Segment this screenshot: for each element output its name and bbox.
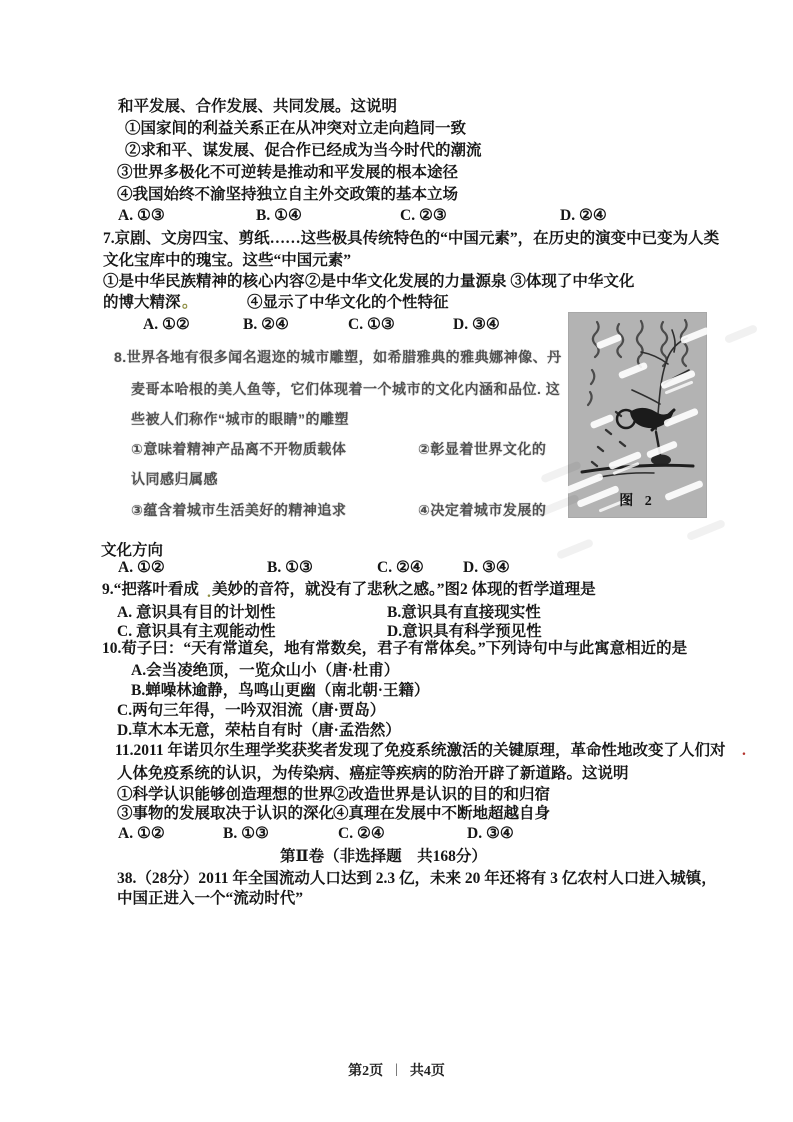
- q9-stray-mark: .: [207, 584, 211, 601]
- q7-option-a: A. ①②: [143, 316, 190, 333]
- q11-item-2: ②改造世界是认识的目的和归宿: [333, 786, 551, 803]
- page-watermark-stripe: [686, 519, 726, 541]
- page-watermark-stripe: [724, 324, 759, 344]
- q11-item-1: ①科学认识能够创造理想的世界: [117, 786, 335, 803]
- q10-option-d: D.草木本无意，荣枯自有时（唐·孟浩然）: [117, 722, 401, 739]
- q8-option-a: A. ①②: [118, 559, 165, 576]
- q6-item-2: ②求和平、谋发展、促合作已经成为当今时代的潮流: [125, 142, 482, 159]
- q8-item2-cont: 认同感归属感: [131, 471, 218, 487]
- q6-item-1: ①国家间的利益关系正在从冲突对立走向趋同一致: [125, 120, 467, 137]
- q9-option-a: A. 意识具有目的计划性: [117, 604, 276, 621]
- q6-item-4: ④我国始终不渝坚持独立自主外交政策的基本立场: [117, 186, 459, 203]
- q9-option-c: C. 意识具有主观能动性: [117, 623, 276, 640]
- q9-option-d: D.意识具有科学预见性: [387, 623, 542, 640]
- q6-item-3: ③世界多极化不可逆转是推动和平发展的根本途径: [117, 164, 459, 181]
- q11-option-d: D. ③④: [467, 825, 514, 842]
- q8-option-c: C. ②④: [377, 559, 424, 576]
- q11-option-b: B. ①③: [223, 825, 269, 842]
- q11-line1: 11.2011 年诺贝尔生理学奖获奖者发现了免疫系统激活的关键原理，革命性地改变了人们对: [115, 742, 726, 759]
- q6-lead: 和平发展、合作发展、共同发展。这说明: [118, 98, 398, 115]
- q9-lead-b: 美妙的音符，就没有了悲秋之感。”图2 体现的哲学道理是: [212, 581, 596, 598]
- q11-line2: 人体免疫系统的认识，为传染病、癌症等疾病的防治开辟了新道路。这说明: [117, 765, 629, 782]
- q9-lead-a: 9.“把落叶看成: [102, 581, 199, 598]
- q11-item-4: ④真理在发展中不断地超越自身: [333, 805, 551, 822]
- q11-stray-mark: .: [742, 742, 746, 759]
- page-footer: [0, 1060, 793, 1080]
- q10-option-a: A.会当凌绝顶，一览众山小（唐·杜甫）: [131, 662, 400, 679]
- q38-line1: 38.（28分）2011 年全国流动人口达到 2.3 亿，未来 20 年还将有 3 亿农村人口进入城镇，: [117, 870, 717, 887]
- q7-option-b: B. ②④: [243, 316, 289, 333]
- q6-option-d: D. ②④: [560, 207, 607, 224]
- q38-line2: 中国正进入一个“流动时代”: [117, 890, 304, 907]
- q8-line3: 些被人们称作“城市的眼睛”的雕塑: [131, 411, 349, 427]
- q8-line2: 麦哥本哈根的美人鱼等，它们体现着一个城市的文化内涵和品位. 这: [131, 381, 561, 397]
- q7-line2: 文化宝库中的瑰宝。这些“中国元素”: [103, 252, 352, 269]
- q8-item4-cont: 文化方向: [101, 542, 164, 559]
- q7-option-c: C. ①③: [348, 316, 395, 333]
- q9-option-b: B.意识具有直接现实性: [387, 604, 541, 621]
- q7-item-23: ②是中华文化发展的力量源泉 ③体现了中华文化: [305, 273, 635, 290]
- section2-title: 第Ⅱ卷（非选择题 共168分）: [280, 848, 487, 865]
- q7-stray-mark: 。: [182, 294, 198, 311]
- q7-option-d: D. ③④: [453, 316, 500, 333]
- q8-item-2: ②彰显着世界文化的: [418, 441, 547, 457]
- q7-item3-cont: 的博大精深: [103, 294, 181, 311]
- q8-option-d: D. ③④: [463, 559, 510, 576]
- q7-line1: 7.京剧、文房四宝、剪纸……这些极具传统特色的“中国元素”，在历史的演变中已变为人类: [103, 230, 720, 247]
- q11-option-a: A. ①②: [118, 825, 165, 842]
- q10-option-b: B.蝉噪林逾静，鸟鸣山更幽（南北朝·王籍）: [131, 682, 430, 699]
- q8-item-3: ③蕴含着城市生活美好的精神追求: [131, 502, 347, 518]
- footer-page-number: 第2页: [348, 1064, 384, 1079]
- q11-option-c: C. ②④: [338, 825, 385, 842]
- footer-separator: |: [395, 1062, 398, 1077]
- footer-total-pages: 共4页: [409, 1064, 445, 1079]
- figure-caption: 图 2: [619, 494, 656, 509]
- q6-option-a: A. ①③: [118, 207, 165, 224]
- q8-item-4: ④决定着城市发展的: [418, 502, 547, 518]
- page-watermark-stripe: [556, 538, 594, 560]
- q8-item-1: ①意味着精神产品离不开物质载体: [131, 441, 347, 457]
- q10-option-c: C.两句三年得，一吟双泪流（唐·贾岛）: [117, 702, 386, 719]
- q6-option-b: B. ①④: [256, 207, 302, 224]
- q11-item-3: ③事物的发展取决于认识的深化: [117, 805, 335, 822]
- q7-item-4: ④显示了中华文化的个性特征: [247, 294, 449, 311]
- q8-option-b: B. ①③: [267, 559, 313, 576]
- figure-2-image: [568, 312, 707, 518]
- q10-lead: 10.荀子曰：“天有常道矣，地有常数矣，君子有常体矣。”下列诗句中与此寓意相近的是: [102, 640, 688, 657]
- q6-option-c: C. ②③: [400, 207, 447, 224]
- q7-item-1: ①是中华民族精神的核心内容: [103, 273, 305, 290]
- q8-line1: 8.世界各地有很多闻名遐迩的城市雕塑，如希腊雅典的雅典娜神像、丹: [114, 349, 562, 365]
